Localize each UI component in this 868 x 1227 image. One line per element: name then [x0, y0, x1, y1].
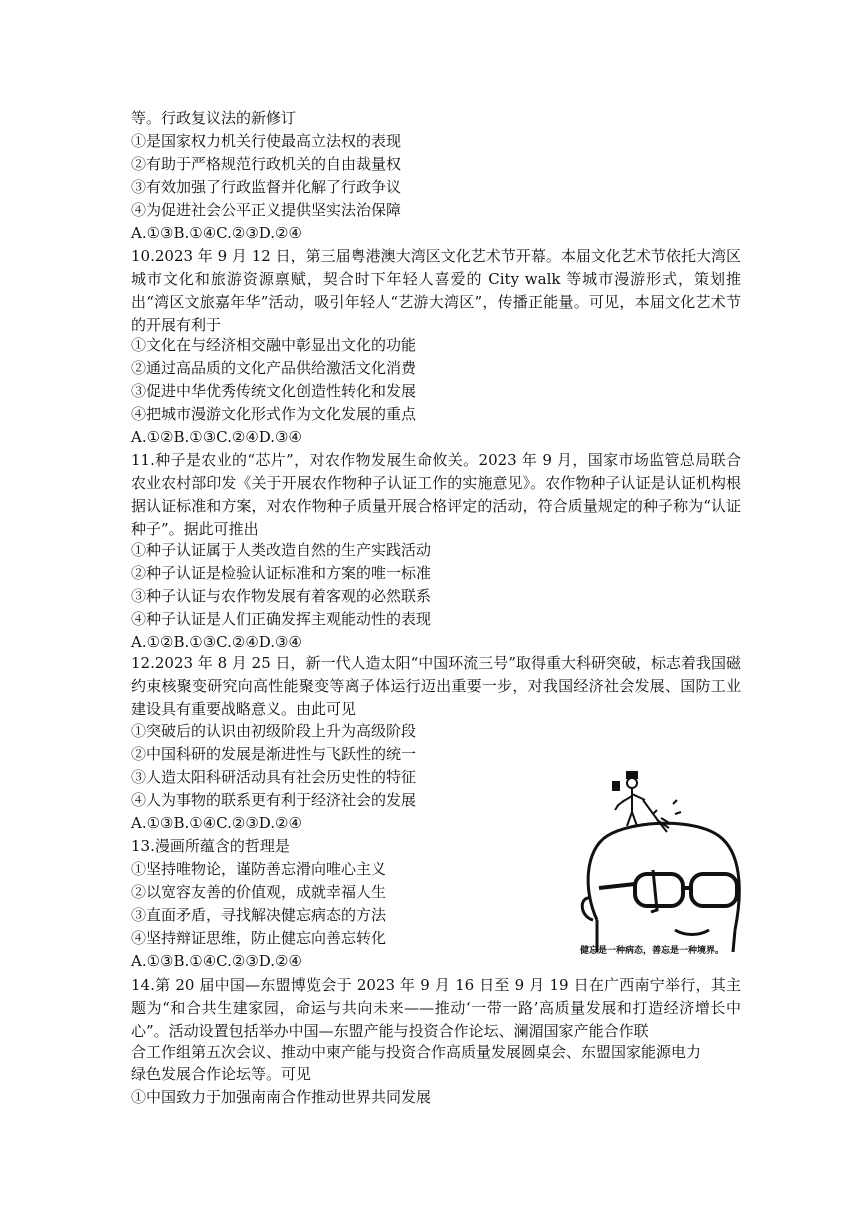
answer-choices: A.①③B.①④C.②③D.②④ — [131, 224, 302, 242]
option-line: ③促进中华优秀传统文化创造性转化和发展 — [131, 382, 417, 400]
text-line: 绿色发展合作论坛等。可见 — [131, 1065, 312, 1083]
question-13-stem: 13.漫画所蕴含的哲理是 — [131, 837, 290, 855]
option-line: ①是国家权力机关行使最高立法权的表现 — [131, 132, 402, 150]
option-line: ①种子认证属于人类改造自然的生产实践活动 — [131, 541, 432, 559]
text-line: 合工作组第五次会议、推动中柬产能与投资合作高质量发展圆桌会、东盟国家能源电力 — [131, 1043, 702, 1061]
option-line: ①坚持唯物论，谨防善忘滑向唯心主义 — [131, 860, 387, 878]
question-10-stem: 10.2023 年 9 月 12 日，第三届粤港澳大湾区文化艺术节开幕。本届文化艺术节依托大湾区城市文化和旅游资源禀赋，契合时下年轻人喜爱的 City walk 等城市漫游形式，策划推出“湾区文旅嘉年华”活动，吸引年轻人“艺游大湾区”，传播正能量。可见，本届文化艺术节的开展有利于 — [131, 247, 741, 334]
option-line: ②通过高品质的文化产品供给激活文化消费 — [131, 359, 417, 377]
question-12-stem: 12.2023 年 8 月 25 日，新一代人造太阳“中国环流三号”取得重大科研突破，标志着我国磁约束核聚变研究向高性能聚变等离子体运行迈出重要一步，对我国经济社会发展、国防工业建设具有重要战略意义。由此可见 — [131, 654, 741, 718]
mouth-icon — [675, 930, 709, 935]
glasses-icon — [599, 874, 737, 906]
option-line: ④为促进社会公平正义提供坚实法治保障 — [131, 201, 402, 219]
text-line: 等。行政复议法的新修订 — [131, 109, 297, 127]
option-line: ④把城市漫游文化形式作为文化发展的重点 — [131, 405, 417, 423]
option-line: ③有效加强了行政监督并化解了行政争议 — [131, 178, 402, 196]
option-line: ②种子认证是检验认证标准和方案的唯一标准 — [131, 564, 432, 582]
option-line: ④种子认证是人们正确发挥主观能动性的表现 — [131, 610, 432, 628]
option-line: ②有助于严格规范行政机关的自由裁量权 — [131, 155, 402, 173]
cartoon-illustration — [577, 770, 747, 955]
option-line: ③直面矛盾，寻找解决健忘病态的方法 — [131, 906, 387, 924]
option-line: ①文化在与经济相交融中彰显出文化的功能 — [131, 336, 417, 354]
option-line: ①突破后的认识由初级阶段上升为高级阶段 — [131, 722, 417, 740]
option-line: ③种子认证与农作物发展有着客观的必然联系 — [131, 587, 432, 605]
answer-choices: A.①②B.①③C.②④D.③④ — [131, 428, 302, 446]
option-line: ①中国致力于加强南南合作推动世界共同发展 — [131, 1088, 432, 1106]
option-line: ④坚持辩证思维，防止健忘向善忘转化 — [131, 929, 387, 947]
option-line: ③人造太阳科研活动具有社会历史性的特征 — [131, 768, 417, 786]
question-11-stem: 11.种子是农业的“芯片”，对农作物发展生命攸关。2023 年 9 月，国家市场监管总局联合农业农村部印发《关于开展农作物种子认证工作的实施意见》。农作物种子认证是认证机构根据认证标准和方案，对农作物种子质量开展合格评定的活动，符合质量规定的种子称为“认证种子”。据此可推出 — [131, 451, 741, 538]
answer-choices: A.①③B.①④C.②③D.②④ — [131, 952, 302, 970]
question-14-stem: 14.第 20 届中国—东盟博览会于 2023 年 9 月 16 日至 9 月 19 日在广西南宁举行，其主题为“和合共生建家园，命运与共向未来——推动‘一带一路’高质量发展和打造经济增长中心”。活动设置包括举办中国—东盟产能与投资合作论坛、澜湄国家产能合作联 — [131, 976, 741, 1040]
answer-choices: A.①③B.①④C.②③D.②④ — [131, 814, 302, 832]
option-line: ④人为事物的联系更有利于经济社会的发展 — [131, 791, 417, 809]
option-line: ②中国科研的发展是渐进性与飞跃性的统一 — [131, 745, 417, 763]
option-line: ②以宽容友善的价值观，成就幸福人生 — [131, 883, 387, 901]
cartoon-caption: 健忘是一种病态，善忘是一种境界。 — [580, 946, 725, 956]
answer-choices: A.①②B.①③C.②④D.③④ — [131, 633, 302, 651]
